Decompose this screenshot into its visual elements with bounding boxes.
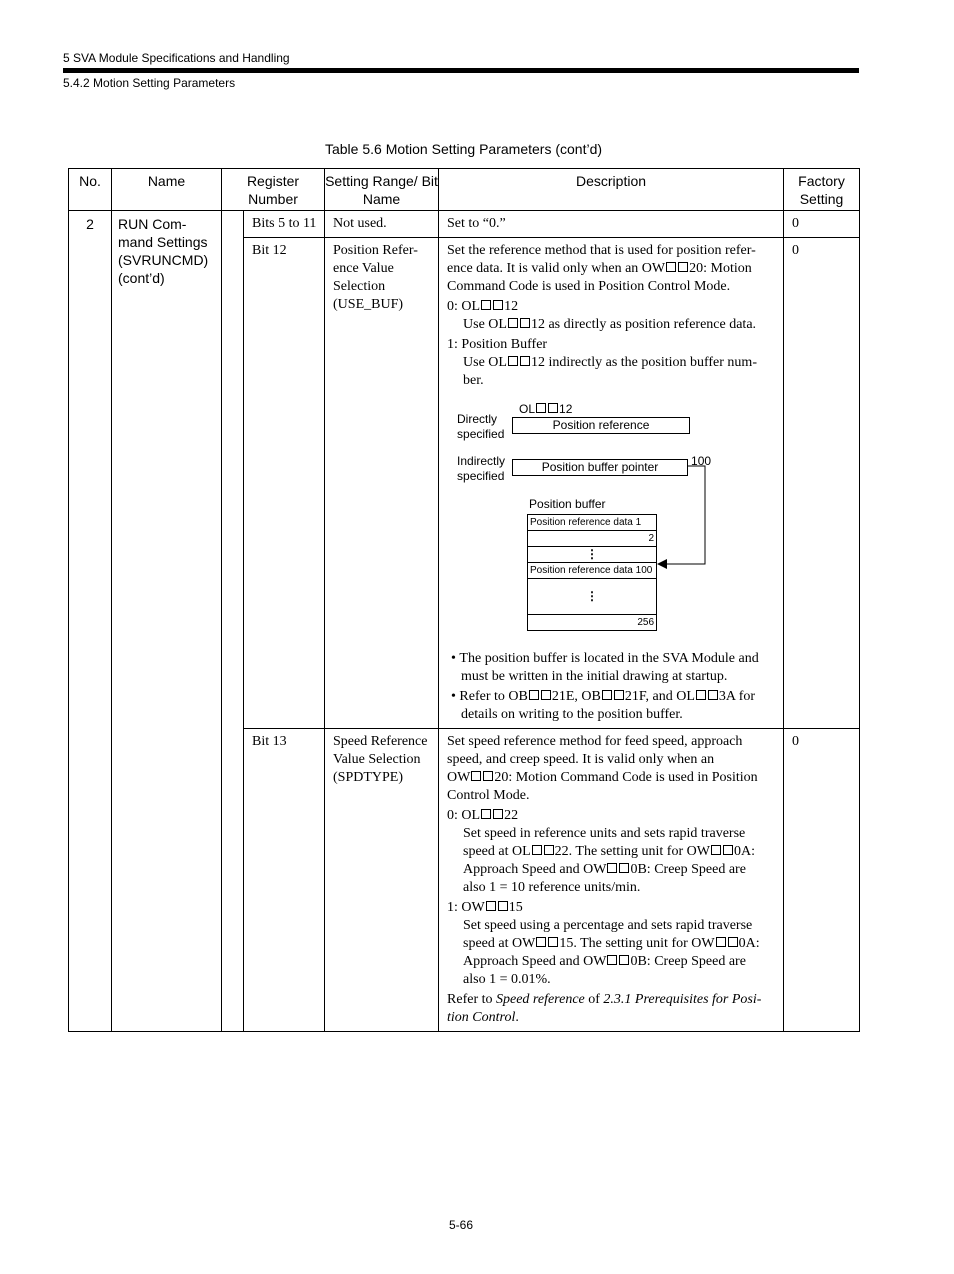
option-desc: 0B: Creep Speed are also 1 = 0.01%.: [463, 954, 746, 987]
ref-text: of: [584, 992, 604, 1007]
placeholder-box-icon: [723, 845, 733, 855]
col-register-header: Register Number: [222, 169, 325, 211]
buffer-row: Position reference data 100: [527, 563, 657, 579]
diagram-ol-label: OL: [519, 402, 536, 416]
placeholder-box-icon: [614, 690, 624, 700]
placeholder-box-icon: [481, 809, 491, 819]
col-description-header: Description: [439, 169, 784, 211]
option-desc: 22. The setting unit for OW: [554, 844, 710, 859]
option-label: 22: [504, 808, 519, 823]
desc-text: Set speed reference method for feed speed, approach speed, and creep speed. It is valid only when an OW: [447, 734, 743, 785]
placeholder-box-icon: [536, 937, 546, 947]
option-label: 0: OL: [447, 808, 481, 823]
option-label: 1: Position Buffer: [447, 337, 548, 352]
placeholder-box-icon: [529, 690, 539, 700]
option-desc: 0A: Approach Speed and OW: [463, 936, 760, 969]
option-desc: 15. The setting unit for OW: [559, 936, 715, 951]
section-header: 5 SVA Module Specifications and Handling: [63, 51, 290, 65]
option-desc: 0B: Creep Speed are also 1 = 10 reference units/min.: [463, 862, 746, 895]
placeholder-box-icon: [498, 901, 508, 911]
placeholder-box-icon: [520, 318, 530, 328]
option-desc: Use OL: [463, 355, 507, 370]
table-caption: Table 5.6 Motion Setting Parameters (cont’d): [324, 141, 603, 157]
buffer-row: 2: [527, 531, 657, 547]
table-row: [69, 211, 860, 238]
note-bullet: • The position buffer is located in the SVA Module and must be written in the initial drawing at startup.: [451, 651, 759, 684]
note-text: The position buffer is located in the SVA Module and must be written in the initial drawing at startup.: [459, 651, 759, 684]
option-desc: 0A: Approach Speed and OW: [463, 844, 755, 877]
placeholder-box-icon: [493, 300, 503, 310]
factory-setting: 0: [784, 238, 860, 729]
setting-range: Not used.: [325, 211, 439, 238]
factory-setting: 0: [784, 211, 860, 238]
placeholder-box-icon: [508, 356, 518, 366]
position-buffer-title: Position buffer: [529, 497, 606, 511]
buffer-row: 256: [527, 615, 657, 631]
directly-specified-label: Directly specified: [457, 412, 505, 441]
parameter-name: RUN Com- mand Settings (SVRUNCMD) (cont’d): [112, 211, 222, 1032]
subsection-header: 5.4.2 Motion Setting Parameters: [63, 76, 236, 90]
placeholder-box-icon: [483, 771, 493, 781]
placeholder-box-icon: [532, 845, 542, 855]
description: Set to “0.”: [439, 211, 784, 238]
option-label: 1: OW: [447, 900, 485, 915]
placeholder-box-icon: [607, 955, 617, 965]
option-label: 15: [508, 900, 523, 915]
placeholder-box-icon: [544, 845, 554, 855]
indirectly-specified-label: Indirectly specified: [457, 454, 506, 483]
reference-note: [447, 991, 777, 1027]
row-number: 2: [69, 211, 112, 1032]
parameters-table: [68, 168, 860, 1032]
placeholder-box-icon: [508, 318, 518, 328]
placeholder-box-icon: [481, 300, 491, 310]
placeholder-box-icon: [716, 937, 726, 947]
indent-cell: [222, 211, 244, 1032]
placeholder-box-icon: [678, 262, 688, 272]
col-range-header: Setting Range/ Bit Name: [325, 169, 439, 211]
note-text: Refer to OB: [459, 689, 528, 704]
position-reference-box: Position reference: [512, 417, 690, 434]
desc-text: Set the reference method that is used for position refer- ence data. It is valid only when an OW: [447, 243, 756, 276]
option-desc: Set speed in reference units and sets rapid traverse speed at OL: [463, 826, 746, 859]
diagram-ol-label: 12: [559, 402, 573, 416]
placeholder-box-icon: [711, 845, 721, 855]
placeholder-box-icon: [607, 863, 617, 873]
description: [439, 729, 784, 1032]
position-buffer-pointer-box: Position buffer pointer: [512, 459, 688, 476]
desc-text: 20: Motion Command Code is used in Position Control Mode.: [447, 261, 752, 294]
ref-link[interactable]: Speed reference: [496, 992, 585, 1007]
placeholder-box-icon: [666, 262, 676, 272]
placeholder-box-icon: [541, 690, 551, 700]
ref-text: .: [515, 1010, 519, 1025]
placeholder-box-icon: [728, 937, 738, 947]
factory-setting: 0: [784, 729, 860, 1032]
page-number: 5-66: [448, 1218, 474, 1232]
placeholder-box-icon: [602, 690, 612, 700]
option-desc: 12 as directly as position reference data.: [530, 317, 757, 332]
placeholder-box-icon: [520, 356, 530, 366]
position-buffer-diagram: [449, 396, 784, 646]
ref-text: Refer to: [447, 992, 496, 1007]
placeholder-box-icon: [493, 809, 503, 819]
buffer-row: ⋮: [527, 579, 657, 615]
placeholder-box-icon: [486, 901, 496, 911]
ref-link[interactable]: 2.3.1 Prerequisites for Posi- tion Control: [447, 992, 762, 1025]
register-number: Bit 12: [244, 238, 325, 729]
pointer-value: 100: [691, 454, 712, 468]
placeholder-box-icon: [708, 690, 718, 700]
register-number: Bit 13: [244, 729, 325, 1032]
option-desc: 12 indirectly as the position buffer num- ber.: [463, 355, 757, 388]
col-no-header: No.: [69, 169, 112, 211]
option-label: 0: OL: [447, 299, 481, 314]
buffer-row: Position reference data 1: [527, 514, 657, 531]
setting-range: Position Refer- ence Value Selection (USE_BUF): [325, 238, 439, 729]
buffer-row: ⋮: [527, 547, 657, 563]
description: [439, 238, 784, 729]
table-header-row: [69, 169, 860, 211]
pointer-arrow: [449, 396, 784, 646]
placeholder-box-icon: [471, 771, 481, 781]
option-desc: Set speed using a percentage and sets rapid traverse speed at OW: [463, 918, 753, 951]
placeholder-box-icon: [696, 690, 706, 700]
col-factory-header: Factory Setting: [784, 169, 860, 211]
note-text: 21E, OB: [551, 689, 601, 704]
note-text: 3A for details on writing to the position buffer.: [461, 689, 756, 722]
header-rule: [63, 68, 859, 73]
option-label: 12: [504, 299, 519, 314]
desc-text: 20: Motion Command Code is used in Position Control Mode.: [447, 770, 758, 803]
placeholder-box-icon: [548, 937, 558, 947]
placeholder-box-icon: [619, 863, 629, 873]
setting-range: Speed Reference Value Selection (SPDTYPE): [325, 729, 439, 1032]
col-name-header: Name: [112, 169, 222, 211]
option-desc: Use OL: [463, 317, 507, 332]
note-text: 21F, and OL: [624, 689, 695, 704]
placeholder-box-icon: [619, 955, 629, 965]
note-bullet: • Refer to OB 21E, OB 21F, and OL 3A for details on writing to the position buffer.: [451, 689, 756, 722]
register-number: Bits 5 to 11: [244, 211, 325, 238]
